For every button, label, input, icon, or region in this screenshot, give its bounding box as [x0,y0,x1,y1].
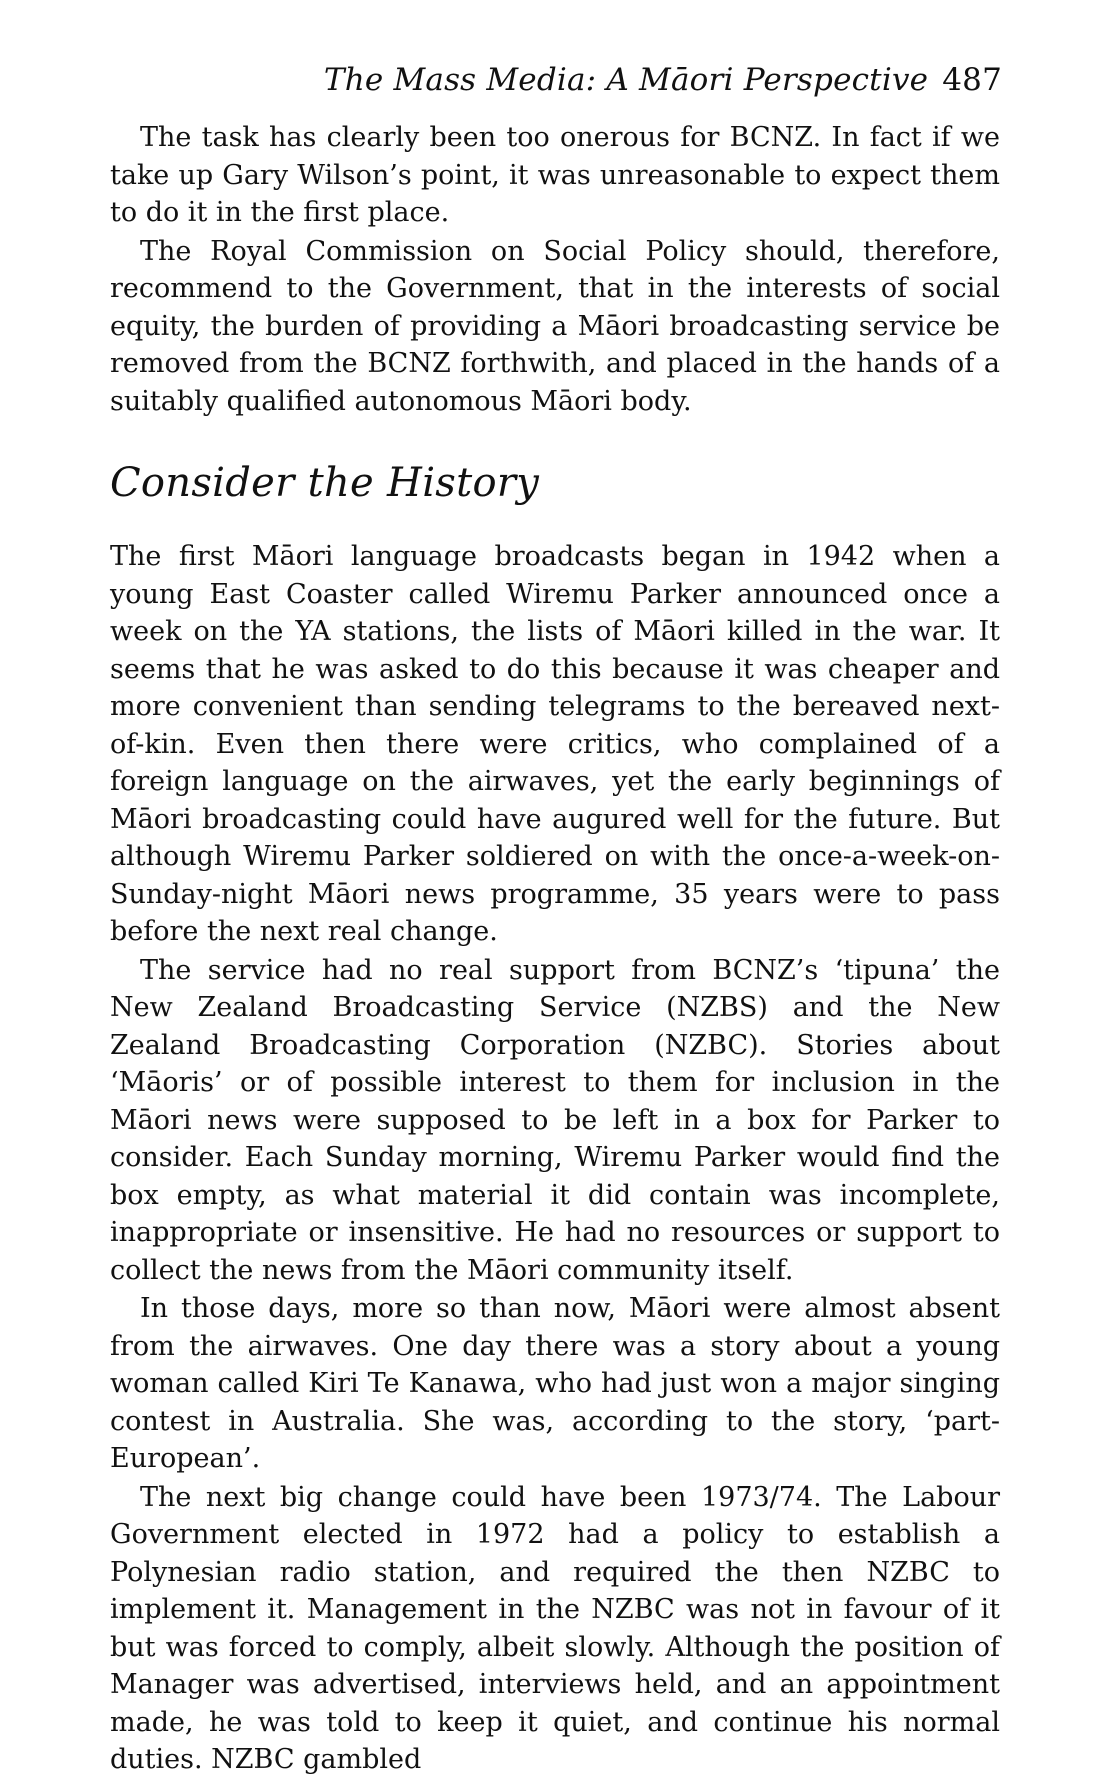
running-title: The Mass Media: A Māori Perspective [323,62,929,98]
paragraph: The task has clearly been too onerous for BCNZ. In fact if we take up Gary Wilson’s point, it was unreasonable to expect them to do it in the first place. [110,122,1000,228]
paragraph: In those days, more so than now, Māori were almost absent from the airwaves. One day there was a story about a young woman called Kiri Te Kanawa, who had just won a major singing contest in Australia. She was, according to the story, ‘part-European’. [110,1293,1000,1474]
paragraph: The Royal Commission on Social Policy should, therefore, recommend to the Government, that in the interests of social equity, the burden of providing a Māori broadcasting service be removed from the BCNZ forthwith, and placed in the hands of a suitably qualified autonomous Māori body. [110,235,1000,417]
page-number: 487 [942,62,1002,98]
running-head [324,62,1002,98]
body-text [110,119,1000,1780]
section-heading: Consider the History [110,460,540,506]
paragraph: The next big change could have been 1973/74. The Labour Government elected in 1972 had a policy to establish a Polynesian radio station, and required the then NZBC to implement it. Management in the NZBC was not in favour of it but was forced to comply, albeit slowly. Although the position of Manager was advertised, interviews held, and an appointment made, he was told to keep it quiet, and continue his normal duties. NZBC gambled [110,1481,1000,1775]
paragraph: The service had no real support from BCNZ’s ‘tipuna’ the New Zealand Broadcasting Service (NZBS) and the New Zealand Broadcasting Corporation (NZBC). Stories about ‘Māoris’ or of possible interest to them for inclusion in the Māori news were supposed to be left in a box for Parker to consider. Each Sunday morning, Wiremu Parker would find the box empty, as what material it did contain was incomplete, inappropriate or insensitive. He had no resources or support to collect the news from the Māori community itself. [110,954,1000,1286]
paragraph: The first Māori language broadcasts began in 1942 when a young East Coaster called Wiremu Parker announced once a week on the YA stations, the lists of Māori killed in the war. It seems that he was asked to do this because it was cheaper and more convenient than sending telegrams to the bereaved next-of-kin. Even then there were critics, who complained of a foreign language on the airwaves, yet the early beginnings of Māori broadcasting could have augured well for the future. But although Wiremu Parker soldiered on with the once-a-week-on-Sunday-night Māori news programme, 35 years were to pass before the next real change. [110,541,1000,947]
